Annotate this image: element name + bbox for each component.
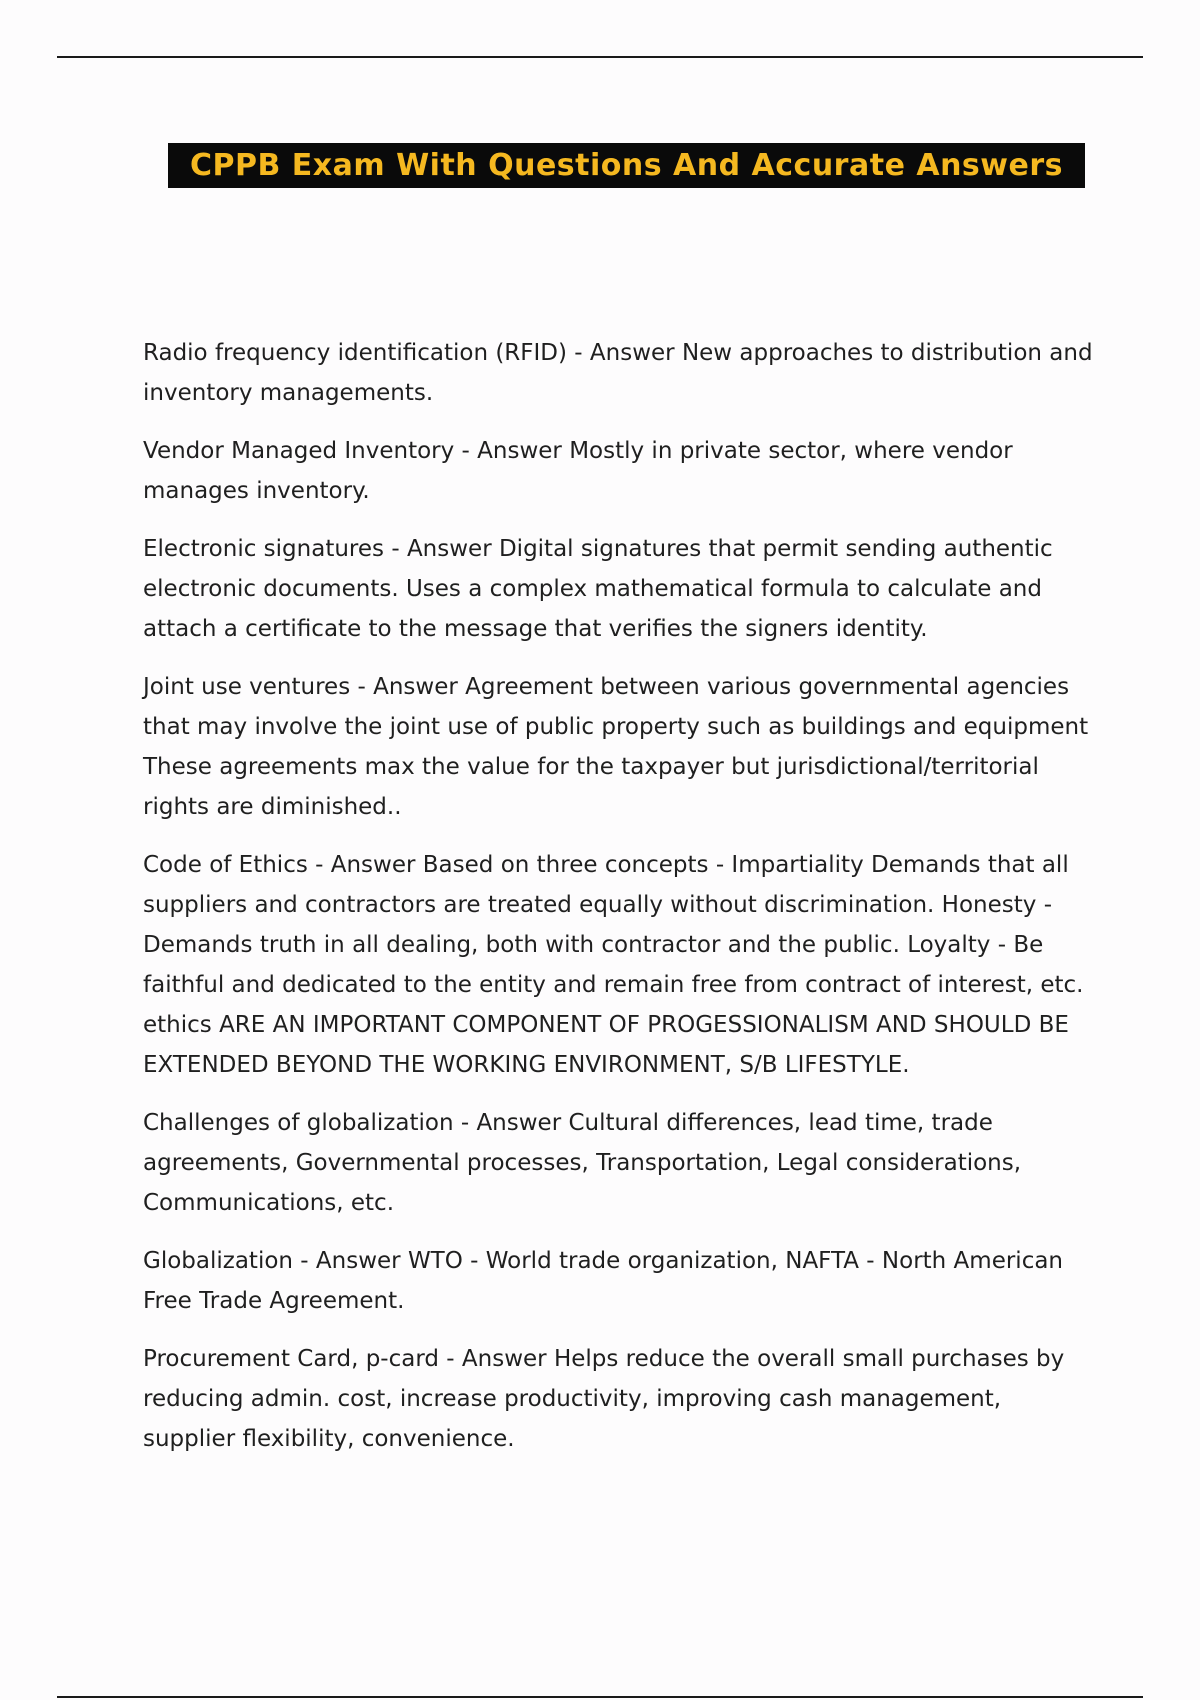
qa-term: Code of Ethics bbox=[143, 852, 308, 878]
qa-answer: Agreement between various governmental agencies that may involve the joint use of public property such as buildings and equipment These agreements max the value for the taxpayer but jurisdictional/territorial rights are diminished.. bbox=[143, 674, 1089, 820]
title-banner bbox=[168, 143, 1085, 188]
bottom-rule bbox=[57, 1696, 1143, 1698]
qa-entry bbox=[143, 1339, 1098, 1459]
qa-answer-label: Answer bbox=[589, 340, 675, 366]
qa-term: Electronic signatures bbox=[143, 536, 385, 562]
qa-separator: - bbox=[384, 536, 407, 562]
qa-list bbox=[143, 333, 1098, 1477]
qa-entry bbox=[143, 845, 1098, 1085]
qa-answer-label: Answer bbox=[330, 852, 416, 878]
qa-separator: - bbox=[453, 1110, 477, 1136]
qa-term: Joint use ventures bbox=[143, 674, 351, 700]
qa-entry bbox=[143, 431, 1098, 511]
qa-answer-label: Answer bbox=[477, 438, 562, 464]
qa-separator: - bbox=[439, 1346, 462, 1372]
qa-term: Procurement Card, p-card bbox=[143, 1346, 439, 1372]
qa-term: Globalization bbox=[143, 1248, 293, 1274]
qa-separator: - bbox=[454, 438, 478, 464]
qa-answer-label: Answer bbox=[315, 1248, 401, 1274]
qa-answer-label: Answer bbox=[373, 674, 458, 700]
qa-entry bbox=[143, 1103, 1098, 1223]
qa-term: Vendor Managed Inventory bbox=[143, 438, 455, 464]
qa-entry bbox=[143, 529, 1098, 649]
qa-separator: - bbox=[350, 674, 374, 700]
qa-answer: Mostly in private sector, where vendor manages inventory. bbox=[143, 438, 1013, 504]
qa-term: Radio frequency identification (RFID) bbox=[143, 340, 567, 366]
qa-entry bbox=[143, 667, 1098, 827]
qa-answer: New approaches to distribution and inventory managements. bbox=[143, 340, 1093, 406]
top-rule bbox=[57, 56, 1143, 58]
qa-answer-label: Answer bbox=[461, 1346, 547, 1372]
qa-separator: - bbox=[292, 1248, 316, 1274]
qa-separator: - bbox=[566, 340, 590, 366]
qa-answer: Helps reduce the overall small purchases by reducing admin. cost, increase productivity, improving cash management, supplier flexibility, convenience. bbox=[143, 1346, 1065, 1452]
qa-entry bbox=[143, 1241, 1098, 1321]
page-title: CPPB Exam With Questions And Accurate Answers bbox=[189, 148, 1064, 183]
qa-answer: Cultural differences, lead time, trade agreements, Governmental processes, Transportation, Legal considerations, Communications, etc. bbox=[143, 1110, 1022, 1216]
qa-answer: Digital signatures that permit sending authentic electronic documents. Uses a complex mathematical formula to calculate and attach a certificate to the message that verifies the signers identity. bbox=[143, 536, 1053, 642]
qa-answer-label: Answer bbox=[476, 1110, 562, 1136]
qa-separator: - bbox=[307, 852, 331, 878]
qa-answer: Based on three concepts - Impartiality Demands that all suppliers and contractors are treated equally without discrimination. Honesty - Demands truth in all dealing, both with contractor and the public. Loyalty - Be faithful and dedicated to the entity and remain free from contract of interest, etc. ethics ARE AN IMPORTANT COMPONENT OF PROGESSIONALISM AND SHOULD BE EXTENDED BEYOND THE WORKING ENVIRONMENT, S/B LIFESTYLE. bbox=[143, 852, 1084, 1078]
qa-term: Challenges of globalization bbox=[143, 1110, 454, 1136]
qa-answer: WTO - World trade organization, NAFTA - North American Free Trade Agreement. bbox=[143, 1248, 1064, 1314]
qa-answer-label: Answer bbox=[406, 536, 492, 562]
qa-entry bbox=[143, 333, 1098, 413]
